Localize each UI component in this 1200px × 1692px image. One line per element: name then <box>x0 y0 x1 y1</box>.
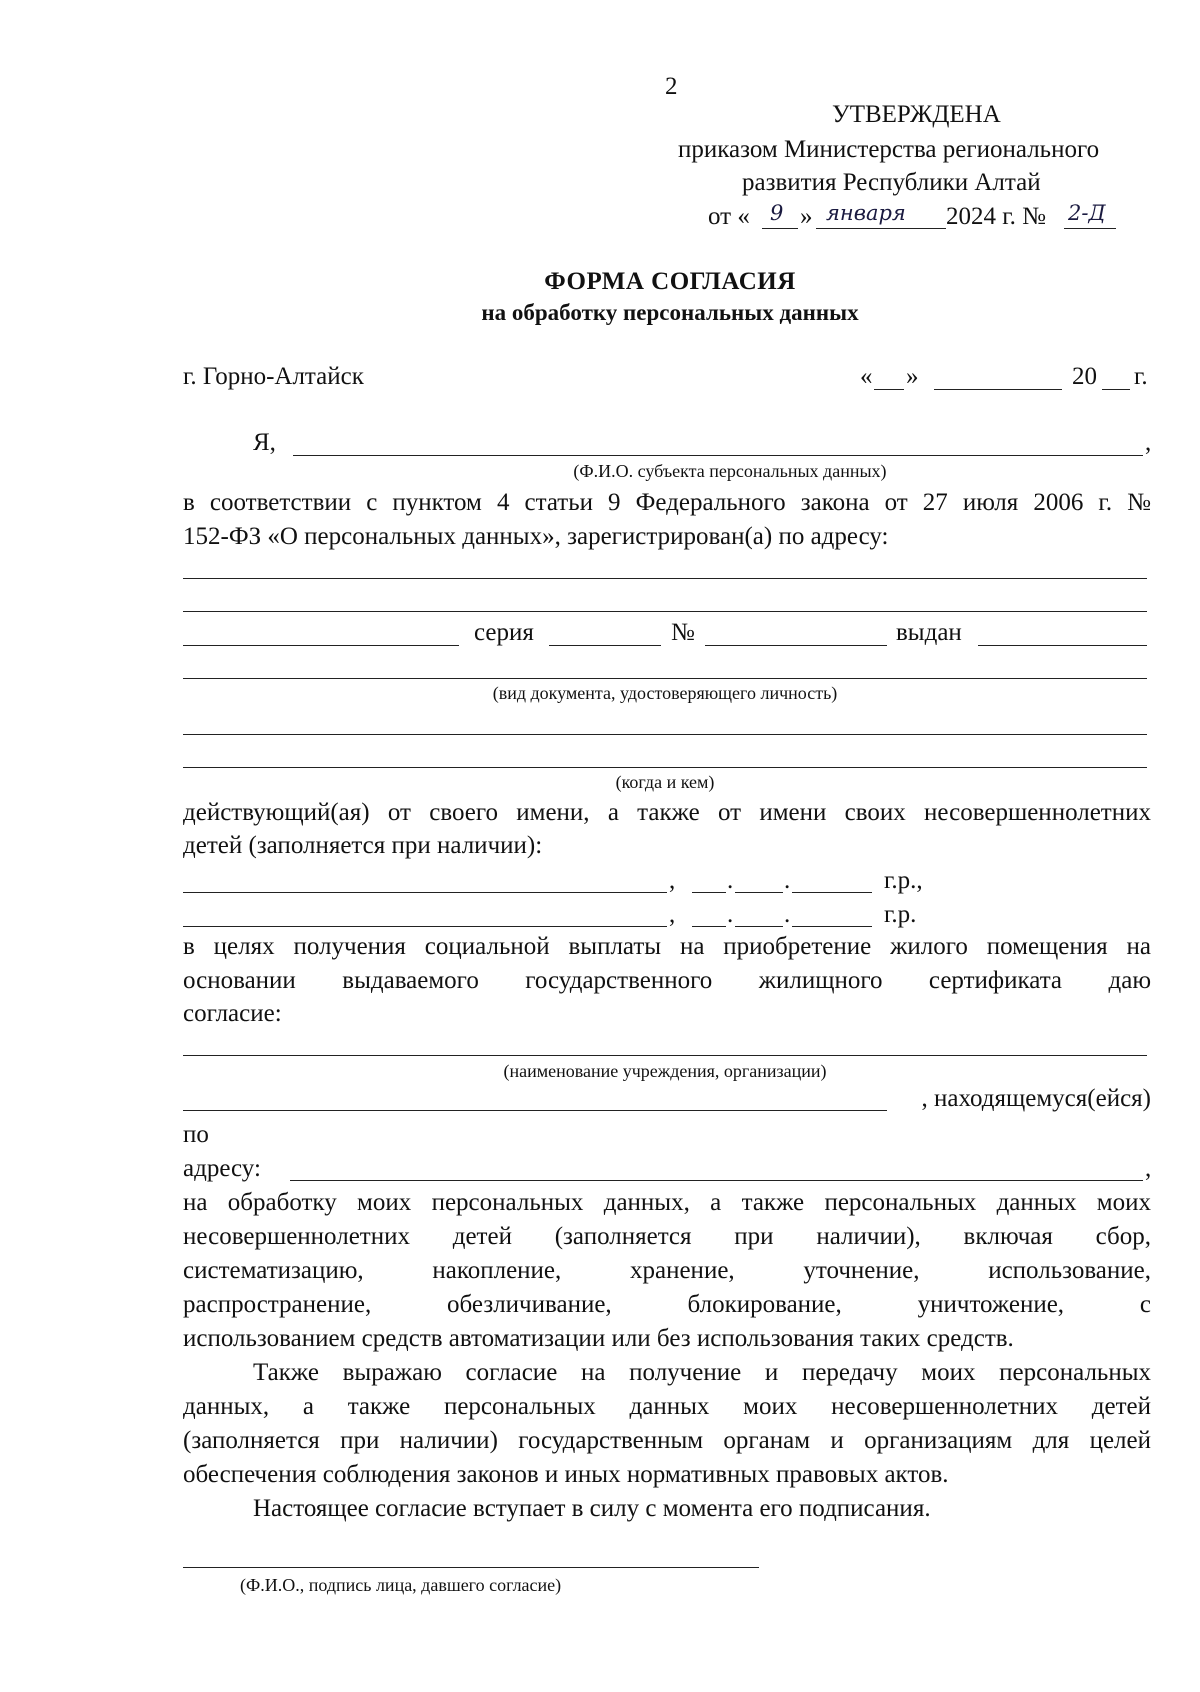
approval-month: января <box>826 201 906 225</box>
purpose-line1: в целях получения социальной выплаты на приобретение жилого помещения на <box>183 933 1151 960</box>
approval-line2: развития Республики Алтай <box>742 169 1041 196</box>
processing-line1: на обработку моих персональных данных, а также персональных данных моих <box>183 1189 1151 1216</box>
purpose-line2: основании выдаваемого государственного жилищного сертификата даю <box>183 967 1151 994</box>
child-2-sep: , <box>669 901 676 928</box>
transfer-line1: Также выражаю согласие на получение и передачу моих персональных <box>253 1359 1151 1386</box>
transfer-line4: обеспечения соблюдения законов и иных нормативных правовых актов. <box>183 1461 949 1488</box>
subject-caption: (Ф.И.О. субъекта персональных данных) <box>573 461 887 481</box>
date-open: « <box>860 363 873 390</box>
organization-located: , находящемуся(ейся) <box>921 1085 1151 1112</box>
approval-number: 2-Д <box>1068 201 1106 225</box>
processing-line3: систематизацию, накопление, хранение, уточнение, использование, <box>183 1257 1151 1284</box>
form-title: ФОРМА СОГЛАСИЯ <box>544 268 796 295</box>
transfer-line3: (заполняется при наличии) государственным органам и организациям для целей <box>183 1427 1151 1454</box>
organization-caption: (наименование учреждения, организации) <box>503 1061 827 1081</box>
acting-line2: детей (заполняется при наличии): <box>183 832 543 859</box>
child-1-dot2: . <box>784 867 791 894</box>
approval-date-prefix: от « <box>708 203 750 230</box>
document-issued-caption: (когда и кем) <box>615 772 715 792</box>
law-line2: 152-ФЗ «О персональных данных», зарегистрирован(а) по адресу: <box>183 523 889 550</box>
law-line1: в соответствии с пунктом 4 статьи 9 Федерального закона от 27 июля 2006 г. № <box>183 489 1151 516</box>
subject-prefix: Я, <box>253 429 276 456</box>
processing-line2: несовершеннолетних детей (заполняется при наличии), включая сбор, <box>183 1223 1151 1250</box>
transfer-line2: данных, а также персональных данных моих несовершеннолетних детей <box>183 1393 1151 1420</box>
child-2-dot1: . <box>727 901 734 928</box>
address-suffix: , <box>1145 1155 1152 1182</box>
page-number: 2 <box>665 73 678 100</box>
child-1-dot1: . <box>727 867 734 894</box>
year-suffix: г. <box>1134 363 1148 390</box>
number-label: № <box>671 619 695 646</box>
city: г. Горно-Алтайск <box>183 363 364 390</box>
processing-line4: распространение, обезличивание, блокирование, уничтожение, с <box>183 1291 1151 1318</box>
child-1-sep: , <box>669 867 676 894</box>
approval-day: 9 <box>770 201 784 225</box>
subject-suffix: , <box>1145 429 1152 456</box>
organization-po: по <box>183 1121 209 1148</box>
approval-year: 2024 г. № <box>946 203 1047 230</box>
approval-line1: приказом Министерства регионального <box>678 136 1100 163</box>
document-type-caption: (вид документа, удостоверяющего личность) <box>492 683 838 703</box>
child-1-suffix: г.р., <box>884 867 923 894</box>
child-2-suffix: г.р. <box>884 901 917 928</box>
acting-line1: действующий(ая) от своего имени, а также от имени своих несовершеннолетних <box>183 799 1151 826</box>
signature-caption: (Ф.И.О., подпись лица, давшего согласие) <box>240 1575 562 1595</box>
processing-line5: использованием средств автоматизации или без использования таких средств. <box>183 1325 1014 1352</box>
child-2-dot2: . <box>784 901 791 928</box>
form-subtitle: на обработку персональных данных <box>481 300 859 325</box>
approval-heading: УТВЕРЖДЕНА <box>832 101 1001 128</box>
issued-label: выдан <box>896 619 962 646</box>
effective-statement: Настоящее согласие вступает в силу с момента его подписания. <box>253 1495 931 1522</box>
purpose-line3: согласие: <box>183 1000 282 1027</box>
year-prefix: 20 <box>1072 363 1097 390</box>
date-close: » <box>906 363 919 390</box>
address-label: адресу: <box>183 1155 261 1182</box>
approval-date-mid: » <box>800 203 813 230</box>
series-label: серия <box>474 619 534 646</box>
